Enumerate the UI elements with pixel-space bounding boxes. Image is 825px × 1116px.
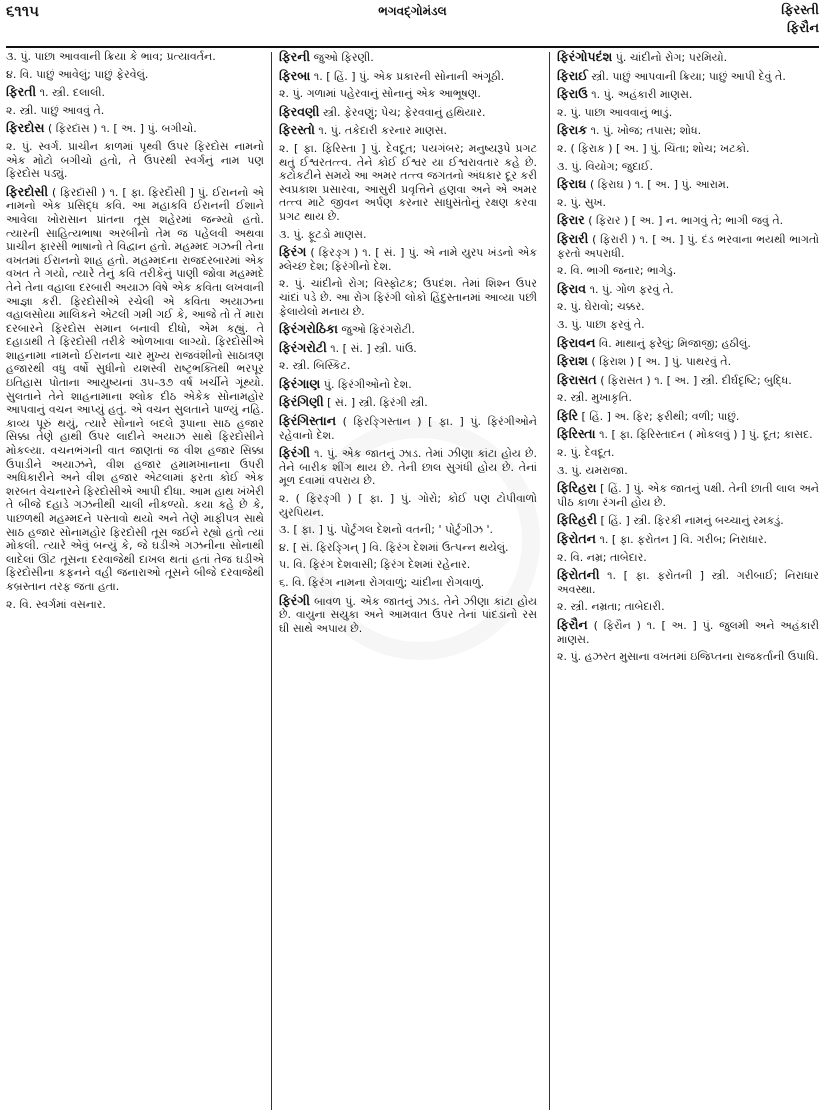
dictionary-entry: ફિરદોસી ( ફિરદૉસી ) ૧. [ ફા. ફિરદૌસી ] પું. ઈરાનનો એ નામનો એક પ્રસિદ્ધ કવિ. આ મહાકવિ ઈરાનની ઈશાને આવેલા ખોરાસાન પ્રાંતના તૂસ શહેરમાં જન્મ્યો હતો. ત્યારની સાહિત્યભાષા અરબીનો તેમ જ પહેલવી અથવા પ્રાચીન ફારસી ભાષાનો તે વિદ્વાન હતો. મહમ્મદ ગઝની તેના વખતમાં ઈરાનનો શાહ હતો. મહમ્મદના રાજદરબારમાં એક વખત તે ગયો, ત્યારે તેનું કવિ તરીકેનું પાણી જોવા મહમ્મદે તેને તેના વહાલા દરબારી અયાઝ વિષે એક કવિતા લખવાની આજ્ઞા કરી. ફિરદોસીએ રચેલી એ કવિતા અયાઝના વહાલસોયા માલિકને એટલી ગમી ગઈ કે, આજે તો તેં મારા દરબારને ફિરદોસ સમાન બનાવી દીધો, એમ કહ્યું. તે દહાડાથી તે ફિરદોસી તરીકે ઓળખાવા લાગ્યો. ફિરદોસીએ શાહનામા નામનો ઈરાનના ચાર મુખ્ય રાજવંશીનો સાઠાત્રણ હજારથી વધુ વર્ષો સુધીનો યશસ્વી રાષ્ટ્રભક્તિથી ભરપૂર ઇતિહાસ પોતાના આયુષ્યનાં ૩૫-૩૭ વર્ષ ખર્ચીને ગૂંથ્યો. સુલતાને તેને શાહનામાના શ્લોક દીઠ એકેક સોનામહોર આપવાનું વચન આપ્યું હતું. એ વચન સુલતાને પાળ્યું નહિ. કાવ્ય પૂરું થયું, ત્યારે સોનાને બદલે રૂપાના સાઠ હજાર સિક્કા તેણે હાથી ઉપર લાદીને અયાઝ સાથે ફિરદોસીને મોકલ્યા. વચનભંગની વાત જાણતાં જ વીશ હજાર સિક્કા ઉપાડીને અયાઝને, વીશ હજાર હમામખાનાના ઉપરી અધિકારીને અને વીશ હજાર એટલામાં ફરતા કોઈ એક શરબત વેચનારને ફિરદોસીએ આપી દીધા. આમ હાથ ખંખેરી તે બીજે દહાડે ગઝનીથી ચાલી નીકળ્યો. કયા કહે છે કે, પાછળથી મહમ્મદને પસ્તાવો થયો અને તેણે માફીપત્ર સાથે સાઠ હજાર સોનામહોર ફિરદોસી તૂસ જઈને રહ્યો હતો ત્યાં મોકલી. ત્યારે એવું બન્યું કે, જે ઘડીએ ગઝનીના સોનાથી લાદેલાં ઊંટ તૂસના દરવાજેથી દાખલ થતાં હતાં તેજ ઘડીએ ફિરદોસીના કફનને વહી જનારાઓ તૂસને બીજે દરવાજેથી કબ્રસ્તાન તરફ જતા હતા.	[6, 183, 264, 593]
dictionary-entry: ૫. વિ. ફિરંગ દેશવાસી; ફિરંગ દેશમાં રહેનાર.	[279, 558, 471, 572]
column-1	[6, 50, 264, 1110]
dictionary-entry: ૨. સ્ત્રી. મુખાકૃતિ.	[557, 391, 632, 405]
headword: ફિરદોસી	[6, 183, 49, 199]
headword: ફિરસ્તો	[279, 122, 315, 138]
dictionary-entry: ફિરાસત ( ફિરાસત ) ૧. [ અ. ] સ્ત્રી. દીર્ઘદૃષ્ટિ; બુદ્ધિ.	[557, 371, 792, 387]
dictionary-entry: ફિરાઘ ( ફિરાઘ ) ૧. [ અ. ] પું. આરામ.	[557, 176, 730, 192]
headword: ફિરાશ	[557, 353, 588, 369]
headword: ફિરવણી	[279, 103, 320, 119]
dictionary-entry: ૨. પું. ઘેરાવો; ચક્કર.	[557, 300, 645, 314]
dictionary-entry: ફિરાર ( ફિરાર ) [ અ. ] ન. ભાગવું તે; ભાગી જવું તે.	[557, 212, 784, 228]
dictionary-entry: ફિરંગ ( ફિરઙ્ગ ) ૧. [ સં. ] પું. એ નામે યુરપ ખંડનો એક મ્લેચ્છ દેશ; ફિરંગીનો દેશ.	[279, 244, 537, 273]
dictionary-entry: ૪. [ સં. ફિરઙ્ગિન્ ] વિ. ફિરંગ દેશમાં ઉત્પન્ન થયેલું.	[279, 540, 509, 554]
headword: ફિરાઈ	[557, 67, 588, 83]
headword: ફિરંગિણી	[279, 394, 324, 410]
dictionary-entry: ફિરિહરી [ હિં. ] સ્ત્રી. ફિરકી નામનું બચ્ચાનું રમકડું.	[557, 512, 784, 528]
dictionary-entry: ૩. પું. યમરાજા.	[557, 463, 628, 477]
dictionary-entry: ફિરંગરોઠિકા જુઓ ફિરંગરોટી.	[279, 321, 415, 337]
headword: ફિરંગ	[279, 244, 307, 260]
headword: ફિરાક	[557, 122, 588, 138]
headword: ફિરાવ	[557, 280, 587, 296]
dictionary-entry: ૨. વિ. નમ્ર; તાબેદાર.	[557, 550, 647, 564]
dictionary-entry: ફિરતી ૧. સ્ત્રી. દલાલી.	[6, 84, 106, 100]
dictionary-entry: ૩. પું. ફૂટડો માણસ.	[279, 227, 367, 241]
dictionary-entry: ફિરિ [ હિં. ] અ. ફિર; ફરીથી; વળી; પાછું.	[557, 407, 740, 423]
dictionary-entry: ફિરારી ( ફિરારી ) ૧. [ અ. ] પું. દંડ ભરવાના ભયથી ભાગતો ફરતો અપરાધી.	[557, 230, 819, 260]
dictionary-entry: ફિરાઉ ૧. પું. અહંકારી માણસ.	[557, 86, 693, 102]
headword: ફિરંગી	[279, 592, 310, 608]
dictionary-entry: ફિરંગિસ્તાન ( ફિરઙ્ગિસ્તાન ) [ ફા. ] પું. ફિરંગીઓને રહેવાનો દેશ.	[279, 413, 537, 442]
dictionary-entry: ફિરની જુઓ ફિરણી.	[279, 50, 374, 64]
dictionary-entry: ૬. વિ. ફિરંગ નામના રોગવાળું; ચાંદીના રોગવાળું.	[279, 576, 485, 589]
dictionary-entry: ૨. પું. ચાંદીનો રોગ; વિસ્ફોટક; ઉપદંશ. તેમાં શિશ્ન ઉપર ચાંદાં પડે છે. આ રોગ ફિરંગી લોકો હિંદુસ્તાનમાં આવ્યા પછી ફેલાયેલો મનાય છે.	[279, 277, 537, 318]
dictionary-entry: ફિરંગોપદંશ પું. ચાંદીનો રોગ; પરમિયો.	[557, 50, 728, 64]
dictionary-entry: ૨. પું. સ્વર્ગ. પ્રાચીન કાળમાં પૃથ્વી ઉપર ફિરદોસ નામનો એક મોટો બગીચો હતો, તે ઉપરથી સ્વર્ગનું નામ પણ ફિરદોસ પડ્યું.	[6, 139, 264, 181]
dictionary-entry: ૩. પું. પાછા ફરવું તે.	[557, 317, 645, 331]
headword: ફિરબા	[279, 67, 311, 83]
dictionary-entry: ૨. [ ફા. ફિરિસ્તા ] પું. દેવદૂત; પયગંબર; મનુષ્યરૂપે પ્રગટ થતું ઈશ્વરતત્ત્વ. તેને કોઈ ઈશ્વર યા ઈશ્વરાવતાર કહે છે. કટોકટીને સમયે આ અમર તત્ત્વ જગતનો અંધકાર દૂર કરી સ્વપ્રકાશ પ્રસારવા, આસુરી પ્રવૃત્તિને હણવા અને એ અમર તત્ત્વ માટે જીવન અર્પણ કરનાર સાધુસંતોનું રક્ષણ કરવા પ્રગટ થાય છે.	[279, 141, 537, 223]
headword: ફિરંગી	[279, 445, 310, 461]
headword: ફિરિહરી	[557, 512, 597, 528]
dictionary-entry: ફિરોતની ૧. [ ફા. ફરોતની ] સ્ત્રી. ગરીબાઈ; નિરાધાર અવસ્થા.	[557, 567, 819, 596]
dictionary-entry: ફિરૌન ( ફિરૌન ) ૧. [ અ. ] પું. જુલમી અને અહંકારી માણસ.	[557, 617, 819, 646]
dictionary-entry: ૩. પું. વિયોગ; જુદાઈ.	[557, 159, 654, 173]
dictionary-entry: ૨. સ્ત્રી. નમ્રતા; તાબેદારી.	[557, 600, 665, 614]
dictionary-entry: ફિરંગિણી [ સં. ] સ્ત્રી. ફિરંગી સ્ત્રી.	[279, 394, 428, 410]
dictionary-entry: ૨. વિ. ભાગી જનાર; ભાગેડુ.	[557, 264, 677, 278]
headword: ફિરૌન	[557, 617, 588, 632]
dictionary-entry: ફિરવણી સ્ત્રી. ફેરવણું; પેચ; ફેરવવાનું હથિયાર.	[279, 103, 486, 119]
dictionary-entry: ફિરિસ્તા ૧. [ ફા. ફિરિસ્તાદન ( મોકલવું ) ] પું. દૂત; કાસદ.	[557, 426, 813, 442]
headword: ફિરિ	[557, 407, 579, 423]
dictionary-entry: ૨. ( ફિરાક઼ ) [ અ. ] પું. ચિંતા; શોચ; ખટકો.	[557, 141, 750, 155]
headword: ફિરંગોપદંશ	[557, 50, 613, 64]
dictionary-entry: ૨. પું. સુખ.	[557, 195, 607, 209]
dictionary-entry: ફિરાશ ( ફિરાશ ) [ અ. ] પું. પાથરવું તે.	[557, 353, 732, 369]
dictionary-entry: ૨. વિ. સ્વર્ગમાં વસનાર.	[6, 597, 106, 611]
dictionary-entry: ૩. પું. પાછા આવવાની ક્રિયા કે ભાવ; પ્રત્યાવર્તન.	[6, 50, 216, 63]
dictionary-entry: ફિરંગાણ પું. ફિરંગીઓનો દેશ.	[279, 375, 412, 391]
dictionary-entry: ૨. પું. હઝરત મુસાના વખતમાં ઇજિપ્તના રાજકર્તાની ઉપાધિ.	[557, 650, 819, 664]
page-title: ભગવદ્ગોમંડલ	[378, 4, 447, 18]
headword: ફિરાર	[557, 212, 585, 228]
dictionary-entry: ફિરબા ૧. [ હિં. ] પું. એક પ્રકારની સોનાની અંગૂઠી.	[279, 67, 505, 83]
dictionary-entry: ૨. પું. ગળામાં પહેરવાનું સોનાનું એક આભૂષણ.	[279, 87, 481, 101]
dictionary-entry: ફિરંગરોટી ૧. [ સં. ] સ્ત્રી. પાંઉ.	[279, 339, 417, 355]
dictionary-entry: ફિરંગી ૧. પું. એક જાતનું ઝાડ. તેમાં ઝીણા કાંટા હોય છે. તેને બારીક શીંગ થાય છે. તેની છાલ સુગંધી હોય છે. તેનાં મૂળ દવામાં વપરાય છે.	[279, 445, 537, 488]
dictionary-entry: ૪. વિ. પાછું આવેલું; પાછું ફેરવેલું.	[6, 67, 149, 81]
page-number: ૬૧૧૫	[6, 2, 39, 20]
headword: ફિરોતન	[557, 531, 596, 547]
headword: ફિરિહરા	[557, 480, 597, 496]
dictionary-entry: ફિરિહરા [ હિં. ] પું. એક જાતનું પક્ષી. તેની છાતી લાલ અને પીઠ કાળા રંગની હોય છે.	[557, 480, 819, 509]
header-rule	[6, 46, 819, 48]
dictionary-entry: ફિરાક ૧. પું. ખોજ; તપાસ; શોધ.	[557, 122, 702, 138]
dictionary-entry: ૨. પું. દેવદૂત.	[557, 446, 615, 460]
column-divider	[549, 52, 550, 1110]
headword: ફિરાઉ	[557, 86, 588, 102]
headword: ફિરાસત	[557, 371, 597, 387]
guide-word-top: ફિરસ્તી	[781, 3, 819, 18]
guide-words	[781, 2, 819, 38]
headword: ફિરારી	[557, 230, 589, 246]
dictionary-entry: ૩. [ ફા. ] પું. પોર્ટુગલ દેશનો વતની; ' પોર્ટુગીઝ '.	[279, 523, 493, 537]
column-2	[279, 50, 537, 1110]
headword: ફિરિસ્તા	[557, 426, 596, 442]
headword: ફિરંગિસ્તાન	[279, 413, 337, 429]
headword: ફિરાઘ	[557, 176, 587, 192]
headword: ફિરંગરોઠિકા	[279, 321, 338, 337]
dictionary-entry: ૨. પું. પાછા આવવાનું ભાડું.	[557, 105, 673, 119]
headword: ફિરંગાણ	[279, 375, 321, 391]
dictionary-entry: ફિરાવન વિ. માથાનું ફરેલું; મિજાજી; હઠીલું.	[557, 334, 751, 350]
page-header	[6, 2, 819, 48]
headword: ફિરંગરોટી	[279, 339, 327, 355]
dictionary-entry: ફિરાઈ સ્ત્રી. પાછું આપવાની ક્રિયા; પાછું આપી દેવું તે.	[557, 67, 786, 83]
headword: ફિરતી	[6, 84, 37, 100]
dictionary-entry: ૨. સ્ત્રી. પાછું આવવું તે.	[6, 103, 105, 117]
headword: ફિરોતની	[557, 567, 600, 583]
dictionary-entry: ફિરોતન ૧. [ ફા. ફરોતન ] વિ. ગરીબ; નિરાધાર.	[557, 531, 767, 547]
dictionary-entry: ફિરદોસ ( ફિરદૉસ ) ૧. [ અ. ] પું. બગીચો.	[6, 120, 197, 136]
dictionary-entry: ૨. ( ફિરઙ્ગી ) [ ફા. ] પું. ગોરો; કોઈ પણ ટોપીવાળો યુરપિયન.	[279, 492, 537, 519]
guide-word-bottom: ફિરૌન	[787, 21, 819, 36]
headword: ફિરાવન	[557, 334, 596, 350]
dictionary-entry: ફિરાવ ૧. પું. ગોળ ફરવું તે.	[557, 280, 674, 296]
dictionary-entry: ફિરંગી બાવળ પું. એક જાતનું ઝાડ. તેને ઝીણા કાંટા હોય છે. વાયુના સયુકા અને આમવાત ઉપર તેનાં પાંદડાંનો રસ ઘી સાથે અપાય છે.	[279, 592, 537, 635]
headword: ફિરદોસ	[6, 120, 45, 136]
column-divider	[271, 52, 272, 1110]
headword: ફિરની	[279, 50, 311, 64]
dictionary-entry: ફિરસ્તો ૧. પું. તકેદારી કરનાર માણસ.	[279, 122, 448, 138]
column-3	[557, 50, 819, 1110]
dictionary-entry: ૨. સ્ત્રી. બિસ્કિટ.	[279, 359, 351, 373]
